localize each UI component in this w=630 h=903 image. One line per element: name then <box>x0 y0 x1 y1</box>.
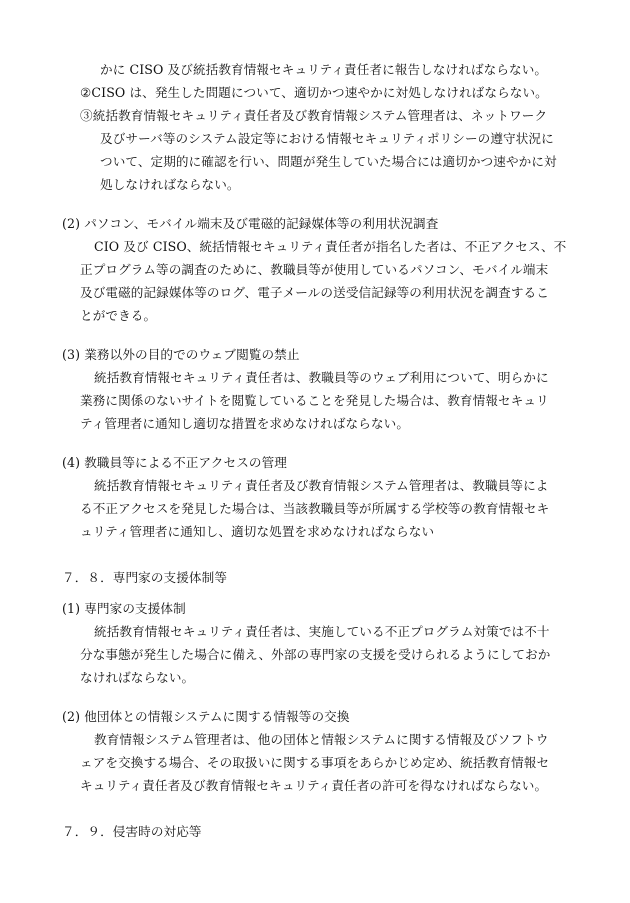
paragraph-line: ついて、定期的に確認を行い、問題が発生していた場合には適切かつ速やかに対 <box>100 154 557 169</box>
section-heading: (1) 専門家の支援体制 <box>62 601 186 616</box>
paragraph-line: なければならない。 <box>80 670 195 685</box>
chapter-heading: ７．９．侵害時の対応等 <box>62 824 202 839</box>
section-heading: (3) 業務以外の目的でのウェブ閲覧の禁止 <box>62 347 300 362</box>
paragraph-line: キュリティ責任者及び教育情報セキュリティ責任者の許可を得なければならない。 <box>80 778 548 793</box>
paragraph-line: かに CISO 及び統括教育情報セキュリティ責任者に報告しなければならない。 <box>100 62 548 77</box>
chapter-heading: ７．８．専門家の支援体制等 <box>62 570 228 585</box>
section-heading: (2) パソコン、モバイル端末及び電磁的記録媒体等の利用状況調査 <box>62 216 439 231</box>
list-item-3: ③統括教育情報セキュリティ責任者及び教育情報システム管理者は、ネットワーク <box>80 108 548 123</box>
paragraph-line: 教育情報システム管理者は、他の団体と情報システムに関する情報及びソフトウ <box>94 732 549 747</box>
paragraph-line: ティ管理者に通知し適切な措置を求めなければならない。 <box>80 416 410 431</box>
paragraph-line: 統括教育情報セキュリティ責任者は、教職員等のウェブ利用について、明らかに <box>94 370 549 385</box>
paragraph-line: 統括教育情報セキュリティ責任者及び教育情報システム管理者は、教職員等によ <box>94 478 549 493</box>
paragraph-line: 正プログラム等の調査のために、教職員等が使用しているパソコン、モバイル端末 <box>80 262 549 277</box>
paragraph-line: ュリティ管理者に通知し、適切な処置を求めなければならない <box>80 524 435 539</box>
paragraph-line: 業務に関係のないサイトを閲覧していることを発見した場合は、教育情報セキュリ <box>80 393 549 408</box>
paragraph-line: る不正アクセスを発見した場合は、当該教職員等が所属する学校等の教育情報セキ <box>80 501 550 516</box>
paragraph-line: CIO 及び CISO、統括情報セキュリティ責任者が指名した者は、不正アクセス、不 <box>94 239 567 254</box>
section-heading: (4) 教職員等による不正アクセスの管理 <box>62 455 287 470</box>
paragraph-line: 処しなければならない。 <box>100 177 240 192</box>
paragraph-line: 及びサーバ等のシステム設定等における情報セキュリティポリシーの遵守状況に <box>100 131 554 146</box>
list-item-2: ②CISO は、発生した問題について、適切かつ速やかに対処しなければならない。 <box>80 85 548 100</box>
paragraph-line: 統括教育情報セキュリティ責任者は、実施している不正プログラム対策では不十 <box>94 624 550 639</box>
paragraph-line: 及び電磁的記録媒体等のログ、電子メールの送受信記録等の利用状況を調査するこ <box>80 285 549 300</box>
paragraph-line: とができる。 <box>80 308 157 323</box>
paragraph-line: 分な事態が発生した場合に備え、外部の専門家の支援を受けられるようにしておか <box>80 647 551 662</box>
section-heading: (2) 他団体との情報システムに関する情報等の交換 <box>62 709 350 724</box>
paragraph-line: ェアを交換する場合、その取扱いに関する事項をあらかじめ定め、統括教育情報セ <box>80 755 550 770</box>
